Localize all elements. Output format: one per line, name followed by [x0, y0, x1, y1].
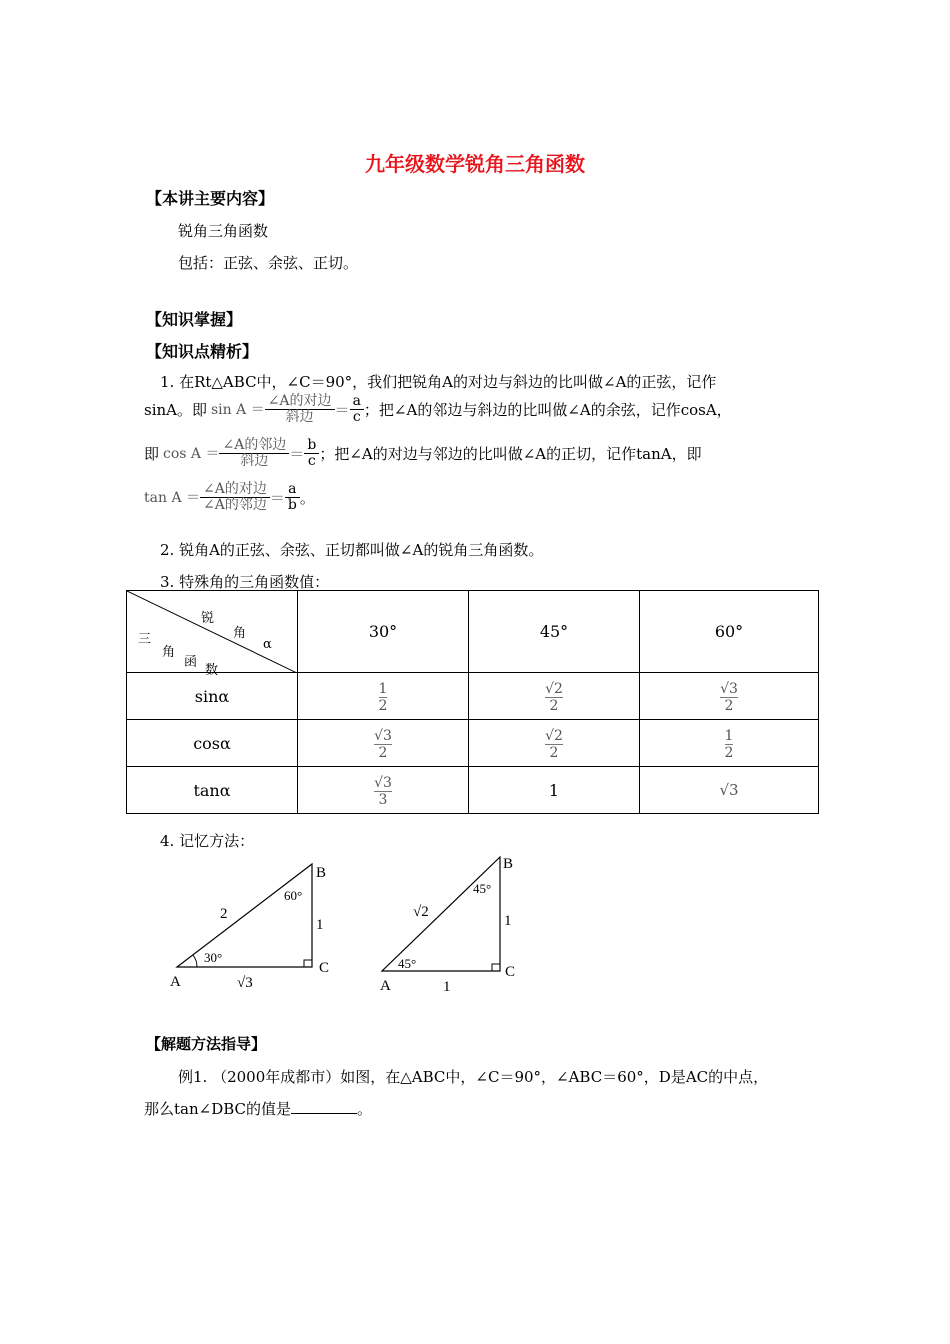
table-row: [127, 673, 819, 720]
value-cell: [640, 673, 819, 720]
value-cell: [640, 720, 819, 767]
paragraph-1-line-3: [144, 438, 702, 468]
example-1-line-2: [144, 1098, 372, 1119]
page-title: 九年级数学锐角三角函数: [365, 152, 585, 176]
numerator: √3: [720, 680, 738, 697]
corner-top-char: 角: [233, 626, 247, 641]
tan-label: tan A ＝: [144, 490, 200, 507]
denominator: 2: [724, 698, 734, 714]
side-label: √2: [413, 904, 429, 920]
section-method: 【解题方法指导】: [146, 1035, 267, 1053]
header-angle-30: 30°: [298, 591, 469, 673]
denominator: 2: [549, 698, 559, 714]
corner-bottom-char: 角: [162, 645, 176, 660]
denominator: 2: [378, 745, 388, 761]
side-label: 1: [443, 979, 451, 995]
angle-label: 30°: [204, 950, 223, 965]
table-row: [127, 720, 819, 767]
corner-top-char: 锐: [201, 611, 215, 626]
vertex-label: A: [170, 974, 181, 990]
right-angle-marker: [304, 960, 312, 967]
example-1-line-1: 例1. （2000年成都市）如图，在△ABC中，∠C＝90°，∠ABC＝60°，D是AC的中点，: [178, 1068, 769, 1086]
triangle-30-60-90: [170, 864, 329, 991]
vertex-label: B: [503, 856, 514, 872]
triangle-outline: [382, 857, 500, 971]
paragraph-1-line-1: 1. 在Rt△ABC中，∠C＝90°，我们把锐角A的对边与斜边的比叫做∠A的正弦，记作: [160, 373, 717, 391]
sin-value-fraction: [350, 394, 364, 424]
numerator: √3: [374, 774, 392, 791]
vertex-label: C: [319, 960, 330, 976]
value-cell: [469, 720, 640, 767]
corner-bottom-char: 数: [205, 663, 219, 678]
value-cell: [469, 673, 640, 720]
value-cell: [298, 720, 469, 767]
denominator: c: [307, 452, 316, 469]
side-label: √3: [237, 975, 253, 991]
function-name: tanα: [127, 767, 298, 814]
denominator: c: [352, 408, 361, 425]
numerator: √2: [545, 680, 563, 697]
function-name: sinα: [127, 673, 298, 720]
paragraph-1-line-4: [144, 482, 315, 512]
text: 。: [299, 488, 315, 507]
corner-bottom-char: 函: [184, 655, 198, 670]
triangle-outline: [177, 864, 312, 967]
paragraph-2: 2. 锐角A的正弦、余弦、正切都叫做∠A的锐角三角函数。: [160, 541, 544, 559]
paragraph-3: 3. 特殊角的三角函数值：: [160, 573, 330, 591]
equals: ＝: [334, 400, 350, 419]
triangle-45-45-90: [380, 856, 515, 995]
cos-label: cos A ＝: [163, 446, 220, 463]
side-label: 1: [316, 917, 324, 933]
cos-value-fraction: [304, 438, 319, 468]
equals: ＝: [289, 444, 305, 463]
function-name: cosα: [127, 720, 298, 767]
text: 那么tan∠DBC的值是: [144, 1100, 292, 1118]
section-main-content: 【本讲主要内容】: [146, 189, 275, 208]
table-corner-header: [127, 591, 298, 678]
paragraph-1-line-2: [144, 394, 732, 424]
vertex-label: A: [380, 978, 391, 994]
corner-bottom-char: 三: [138, 632, 152, 647]
text: sinA。即: [144, 400, 207, 419]
value-cell: √3: [640, 767, 819, 814]
denominator: 斜边: [240, 452, 269, 469]
numerator: √3: [374, 727, 392, 744]
table-row: [127, 767, 819, 814]
value-cell: 1: [469, 767, 640, 814]
denominator: 2: [378, 698, 388, 714]
right-angle-marker: [492, 964, 500, 971]
numerator: √2: [545, 727, 563, 744]
denominator: 2: [724, 745, 734, 761]
text: ；把∠A的对边与邻边的比叫做∠A的正切，记作tanA，即: [319, 444, 702, 463]
denominator: 斜边: [285, 408, 314, 425]
corner-top-char: α: [263, 637, 272, 652]
memory-triangles-figure: [160, 850, 560, 1000]
denominator: 2: [549, 745, 559, 761]
vertex-label: B: [316, 865, 327, 881]
side-label: 1: [504, 913, 512, 929]
paragraph-4: 4. 记忆方法：: [160, 832, 255, 850]
tan-value-fraction: [285, 482, 300, 512]
text: 。: [357, 1100, 373, 1118]
text: ；把∠A的邻边与斜边的比叫做∠A的余弦，记作cosA，: [363, 400, 732, 419]
numerator: a: [352, 393, 361, 409]
answer-blank[interactable]: [291, 1099, 357, 1114]
main-content-line-1: 锐角三角函数: [178, 222, 269, 240]
sin-label: sin A ＝: [211, 402, 265, 419]
denominator: 3: [378, 792, 388, 808]
cos-definition-fraction: [219, 438, 289, 468]
equals: ＝: [269, 488, 285, 507]
value-cell: [298, 767, 469, 814]
header-angle-60: 60°: [640, 591, 819, 673]
section-analysis: 【知识点精析】: [146, 342, 259, 361]
numerator: ∠A的邻边: [222, 437, 287, 453]
denominator: ∠A的邻边: [203, 496, 267, 513]
numerator: 1: [724, 727, 734, 744]
numerator: ∠A的对边: [267, 393, 332, 409]
main-content-line-2: 包括：正弦、余弦、正切。: [178, 254, 359, 272]
tan-definition-fraction: [200, 482, 270, 512]
text: 即: [144, 444, 160, 463]
side-label: 2: [220, 906, 228, 922]
angle-label: 45°: [473, 881, 492, 896]
numerator: 1: [378, 680, 388, 697]
numerator: a: [288, 481, 297, 497]
section-mastery: 【知识掌握】: [146, 310, 243, 329]
sin-definition-fraction: [265, 394, 335, 424]
denominator: b: [287, 496, 297, 513]
numerator: b: [307, 437, 317, 453]
header-angle-45: 45°: [469, 591, 640, 673]
angle-label: 45°: [398, 956, 417, 971]
numerator: ∠A的对边: [203, 481, 267, 497]
angle-label: 60°: [284, 888, 303, 903]
angle-arc: [193, 955, 197, 967]
special-angles-table: [126, 590, 819, 814]
vertex-label: C: [505, 964, 516, 980]
value-cell: [298, 673, 469, 720]
